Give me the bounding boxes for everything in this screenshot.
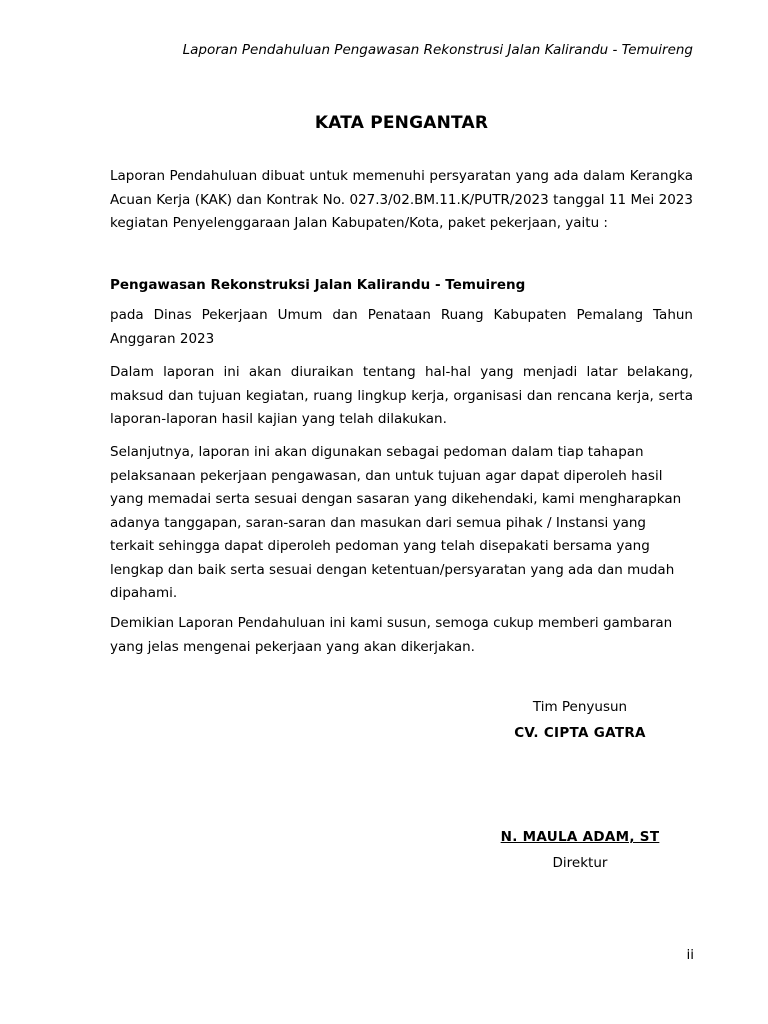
signature-team-label: Tim Penyusun [532, 699, 628, 715]
project-title: Pengawasan Rekonstruksi Jalan Kalirandu - Temuireng [110, 277, 526, 293]
paragraph-purpose: Selanjutnya, laporan ini akan digunakan sebagai pedoman dalam tiap tahapan pelaksanaan pekerjaan pengawasan, dan untuk tujuan agar dapat diperoleh hasil yang memadai serta sesuai dengan sasaran yang dikehendaki, kami mengharapkan adanya tanggapan, saran-saran dan masukan dari semua pihak / Instansi yang terkait sehingga dapat diperoleh pedoman yang telah disepakati bersama yang lengkap dan baik serta sesuai dengan ketentuan/persyaratan yang ada dan mudah dipahami. [110, 444, 682, 601]
signature-position: Direktur [552, 855, 608, 871]
paragraph-agency: pada Dinas Pekerjaan Umum dan Penataan Ruang Kabupaten Pemalang Tahun Anggaran 2023 [110, 307, 693, 347]
page-title: KATA PENGANTAR [314, 113, 489, 133]
paragraph-intro: Laporan Pendahuluan dibuat untuk memenuhi persyaratan yang ada dalam Kerangka Acuan Kerja (KAK) dan Kontrak No. 027.3/02.BM.11.K/PUTR/2023 tanggal 11 Mei 2023 kegiatan Penyelenggaraan Jalan Kabupaten/Kota, paket pekerjaan, yaitu : [110, 168, 693, 231]
signature-company: CV. CIPTA GATRA [514, 725, 646, 741]
signature-name: N. MAULA ADAM, ST [500, 829, 660, 845]
paragraph-contents: Dalam laporan ini akan diuraikan tentang hal-hal yang menjadi latar belakang, maksud dan tujuan kegiatan, ruang lingkup kerja, organisasi dan rencana kerja, serta laporan-laporan hasil kajian yang telah dilakukan. [110, 364, 693, 427]
running-header: Laporan Pendahuluan Pengawasan Rekonstrusi Jalan Kalirandu - Temuireng [182, 42, 693, 58]
page-number: ii [686, 947, 694, 963]
paragraph-closing: Demikian Laporan Pendahuluan ini kami susun, semoga cukup memberi gambaran yang jelas mengenai pekerjaan yang akan dikerjakan. [110, 615, 673, 655]
